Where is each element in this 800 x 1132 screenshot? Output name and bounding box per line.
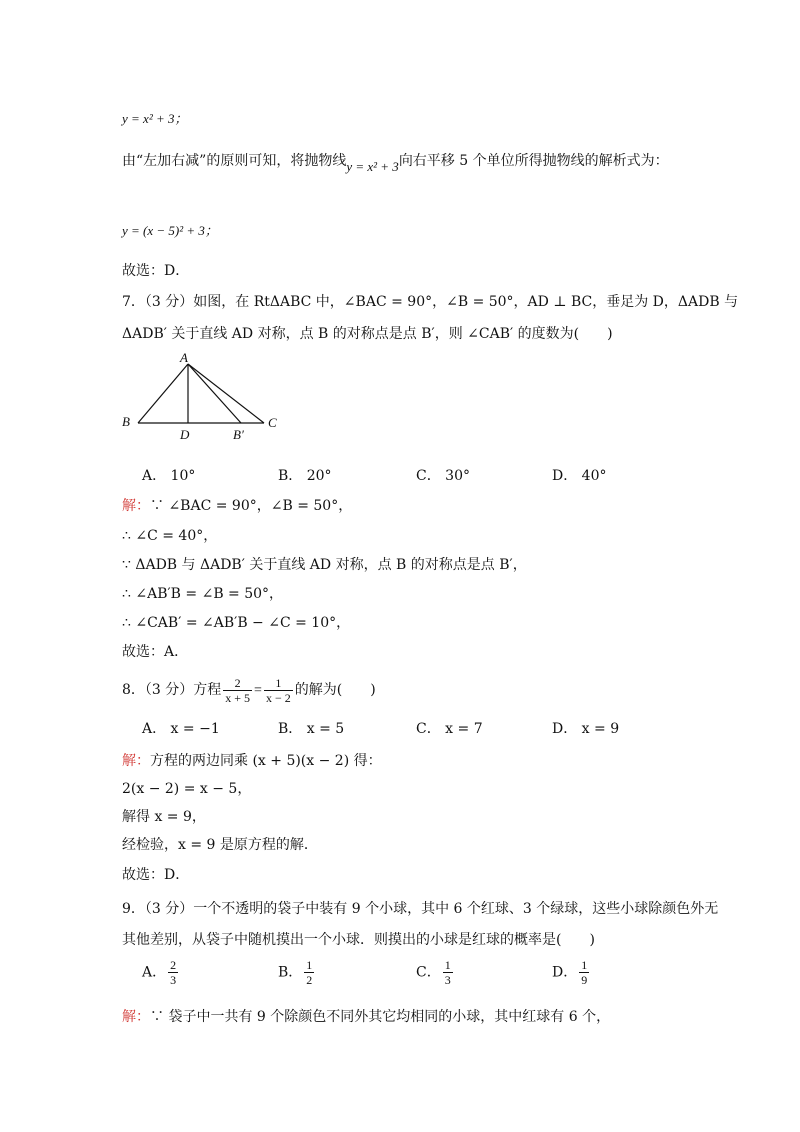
solution-8-line-4: 经检验，x = 9 是原方程的解． <box>122 837 318 853</box>
solution-7-line-4: ∴ ∠AB′B = ∠B = 50°， <box>122 586 284 602</box>
label-b: B <box>122 414 130 429</box>
edge-ab <box>138 364 188 423</box>
solution-8-line-2: 2(x − 2) = x − 5， <box>122 781 252 797</box>
label-a: A <box>180 350 188 365</box>
triangle-figure <box>118 348 288 443</box>
solution-9-line-1: 解：∵ 袋子中一共有 9 个除颜色不同外其它均相同的小球，其中红球有 6 个， <box>122 1009 611 1025</box>
option-b: B． 20° <box>278 468 332 484</box>
solution-7-line-3: ∵ ΔADB 与 ΔADB′ 关于直线 AD 对称，点 B 的对称点是点 B′， <box>122 557 527 573</box>
option-d: D． $\frac{1}{9}$ <box>552 958 588 987</box>
answer-line: 故选：D． <box>122 263 190 279</box>
label-c: C <box>268 415 277 430</box>
solution-label: 解： <box>122 1009 150 1025</box>
option-b: B． $\frac{1}{2}$ <box>278 958 313 987</box>
solution-label: 解： <box>122 753 150 769</box>
solution-8-line-1: 解：方程的两边同乘 (x + 5)(x − 2) 得： <box>122 753 382 769</box>
option-a: A． x = −1 <box>142 721 220 737</box>
formula-line: y = (x − 5)² + 3； <box>122 223 218 238</box>
question-7-line-1: 7．（3 分）如图，在 RtΔABC 中，∠BAC = 90°，∠B = 50°，AD ⊥ BC，垂足为 D，ΔADB 与 <box>122 294 739 310</box>
option-b: B． x = 5 <box>278 721 345 737</box>
question-7-line-2: ΔADB′ 关于直线 AD 对称，点 B 的对称点是点 B′，则 ∠CAB′ 的度数为( ) <box>122 326 613 342</box>
question-8: 8．（3 分）方程 $\frac{2}{x + 5}$ = $\frac{1}{x - 2}$ 的解为( ) <box>122 675 376 705</box>
formula-line: y = x² + 3； <box>122 111 188 126</box>
edge-ac <box>188 364 264 423</box>
question-9-line-1: 9．（3 分）一个不透明的袋子中装有 9 个小球，其中 6 个红球、3 个绿球，这些小球除颜色外无 <box>122 901 719 917</box>
answer-line: 故选：D． <box>122 867 190 883</box>
text-line: 由“左加右减”的原则可知，将抛物线y = x² + 3向右平移 5 个单位所得抛物线的解析式为： <box>122 153 669 174</box>
option-d: D． 40° <box>552 468 607 484</box>
option-c: C． $\frac{1}{3}$ <box>416 958 451 987</box>
label-d: D <box>180 427 190 442</box>
option-c: C． 30° <box>416 468 470 484</box>
answer-line: 故选：A． <box>122 644 189 660</box>
option-a: A． 10° <box>142 468 196 484</box>
solution-7-line-2: ∴ ∠C = 40°， <box>122 528 218 544</box>
option-a: A． $\frac{2}{3}$ <box>142 958 177 987</box>
edge-ab-prime <box>188 364 241 423</box>
question-9-line-2: 其他差别，从袋子中随机摸出一个小球．则摸出的小球是红球的概率是( ) <box>122 932 595 948</box>
option-d: D． x = 9 <box>552 721 620 737</box>
solution-label: 解： <box>122 498 150 514</box>
solution-7-line-1: 解：∵ ∠BAC = 90°，∠B = 50°， <box>122 498 353 514</box>
solution-7-line-5: ∴ ∠CAB′ = ∠AB′B − ∠C = 10°， <box>122 615 351 631</box>
label-b-prime: B′ <box>233 427 244 442</box>
solution-8-line-3: 解得 x = 9， <box>122 809 206 825</box>
option-c: C． x = 7 <box>416 721 483 737</box>
